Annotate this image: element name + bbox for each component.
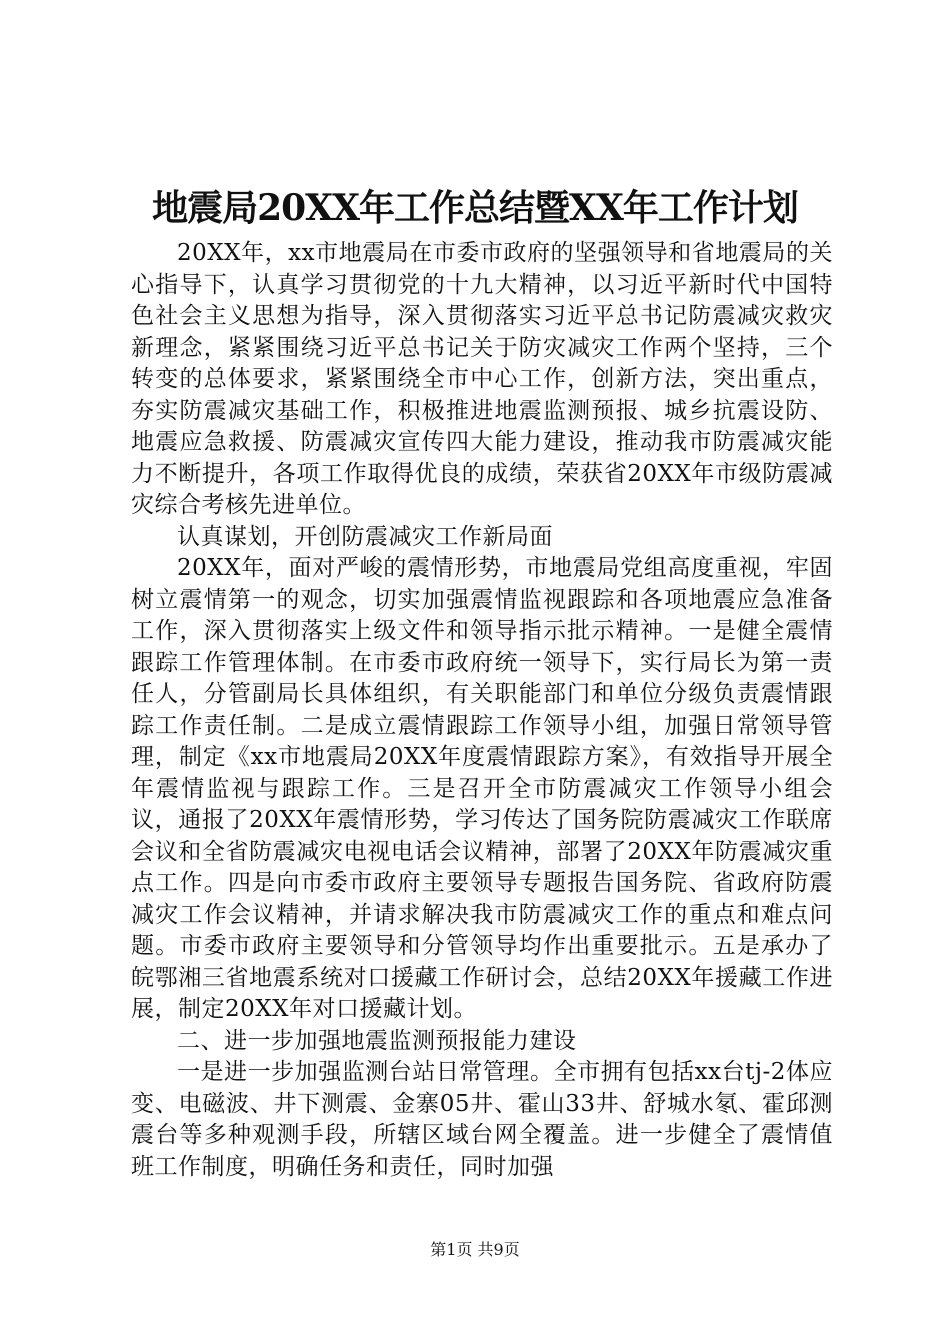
document-body bbox=[131, 238, 833, 1183]
paragraph-intro: 20XX年，xx市地震局在市委市政府的坚强领导和省地震局的关心指导下，认真学习贯彻党的十九大精神，以习近平新时代中国特色社会主义思想为指导，深入贯彻落实习近平总书记防震减灾救灾新理念，紧紧围绕习近平总书记关于防灾减灾工作两个坚持，三个转变的总体要求，紧紧围绕全市中心工作，创新方法，突出重点，夯实防震减灾基础工作，积极推进地震监测预报、城乡抗震设防、地震应急救援、防震减灾宣传四大能力建设，推动我市防震减灾能力不断提升，各项工作取得优良的成绩，荣获省20XX年市级防震减灾综合考核先进单位。 bbox=[131, 240, 833, 518]
document-title: 地震局20XX年工作总结暨XX年工作计划 bbox=[152, 187, 798, 229]
section-heading-monitoring: 二、进一步加强地震监测预报能力建设 bbox=[177, 1027, 577, 1054]
page-footer: 第1页 共9页 bbox=[430, 1240, 520, 1259]
section-heading-planning: 认真谋划，开创防震减灾工作新局面 bbox=[177, 523, 553, 550]
paragraph-planning: 20XX年，面对严峻的震情形势，市地震局党组高度重视，牢固树立震情第一的观念，切实加强震情监视跟踪和各项地震应急准备工作，深入贯彻落实上级文件和领导指示批示精神。一是健全震情跟踪工作管理体制。在市委市政府统一领导下，实行局长为第一责任人，分管副局长具体组织，有关职能部门和单位分级负责震情跟踪工作责任制。二是成立震情跟踪工作领导小组，加强日常领导管理，制定《xx市地震局20XX年度震情跟踪方案》，有效指导开展全年震情监视与跟踪工作。三是召开全市防震减灾工作领导小组会议，通报了20XX年震情形势，学习传达了国务院防震减灾工作联席会议和全省防震减灾电视电话会议精神，部署了20XX年防震减灾重点工作。四是向市委市政府主要领导专题报告国务院、省政府防震减灾工作会议精神，并请求解决我市防震减灾工作的重点和难点问题。市委市政府主要领导和分管领导均作出重要批示。五是承办了皖鄂湘三省地震系统对口援藏工作研讨会，总结20XX年援藏工作进展，制定20XX年对口援藏计划。 bbox=[131, 555, 833, 1022]
paragraph-monitoring: 一是进一步加强监测台站日常管理。全市拥有包括xx台tj-2体应变、电磁波、井下测震、金寨05井、霍山33井、舒城水氡、霍邱测震台等多种观测手段，所辖区域台网全覆盖。进一步健全了震情值班工作制度，明确任务和责任，同时加强 bbox=[131, 1059, 833, 1180]
